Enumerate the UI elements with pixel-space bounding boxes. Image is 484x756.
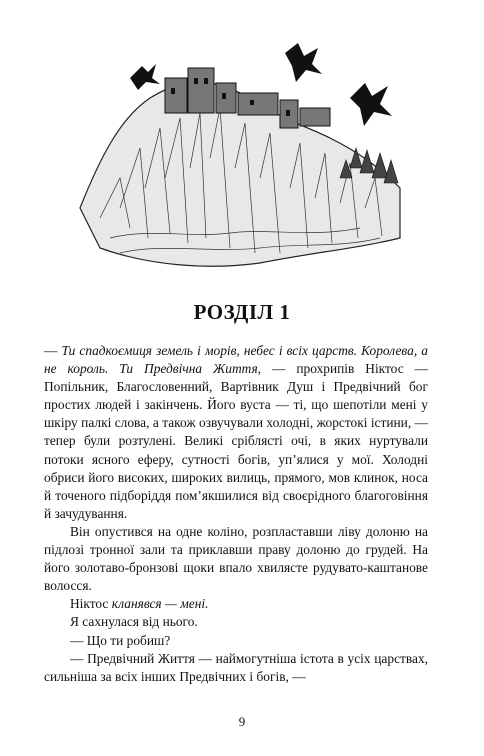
text-run: Він опустився на одне коліно, розпластавши ліву долоню на підлозі тронної зали та приклавши праву долоню до грудей. На його золотаво-бронзові щоки впало хвилясте рудувато-каштанове волосся. <box>44 523 428 594</box>
text-run: — прохрипів Ніктос — Попільник, Благословенний, Вартівник Душ і Предвічний бог простих людей і закінчень. Його вуста — ті, що шепотіли мені у шкіру палкі слова, а також озвучували холодні, жорстокі істини, — тепер були розтулені. Великі сріблясті очі, в яких нуртували потоки ясного еферу, сутності богів, уп’ялися у мої. Холодні обриси його високих, широких вилиць, прямого, мов клинок, носа й точеного підборіддя пом’якшилися від своєрідного благоговіння й зачудування. <box>44 361 428 521</box>
castle-illustration-svg <box>60 38 420 278</box>
text-run: — <box>44 343 62 358</box>
page-number: 9 <box>238 714 246 729</box>
chapter-body-text <box>44 342 428 686</box>
paragraph <box>44 632 428 650</box>
chapter-title: РОЗДІЛ 1 <box>193 300 291 324</box>
text-run: Ніктос <box>70 596 112 612</box>
paragraph <box>44 523 428 595</box>
text-run: — Що ти робиш? <box>70 632 171 648</box>
castle-dragons-illustration <box>60 38 420 278</box>
italic-text: кланявся — мені. <box>111 596 209 612</box>
paragraph <box>44 613 428 631</box>
text-run: Я сахнулася від нього. <box>70 614 198 630</box>
paragraph <box>44 595 428 613</box>
paragraph <box>44 342 428 523</box>
paragraph <box>44 650 428 686</box>
italic-text: Ти спадкоємиця земель і морів, небес і всіх царств. Королева, а не король. Ти Предвічна Життя, <box>44 343 428 377</box>
text-run: — Предвічний Життя — наймогутніша істота в усіх царствах, сильніша за всіх інших Предвічних і богів, — <box>44 650 428 684</box>
